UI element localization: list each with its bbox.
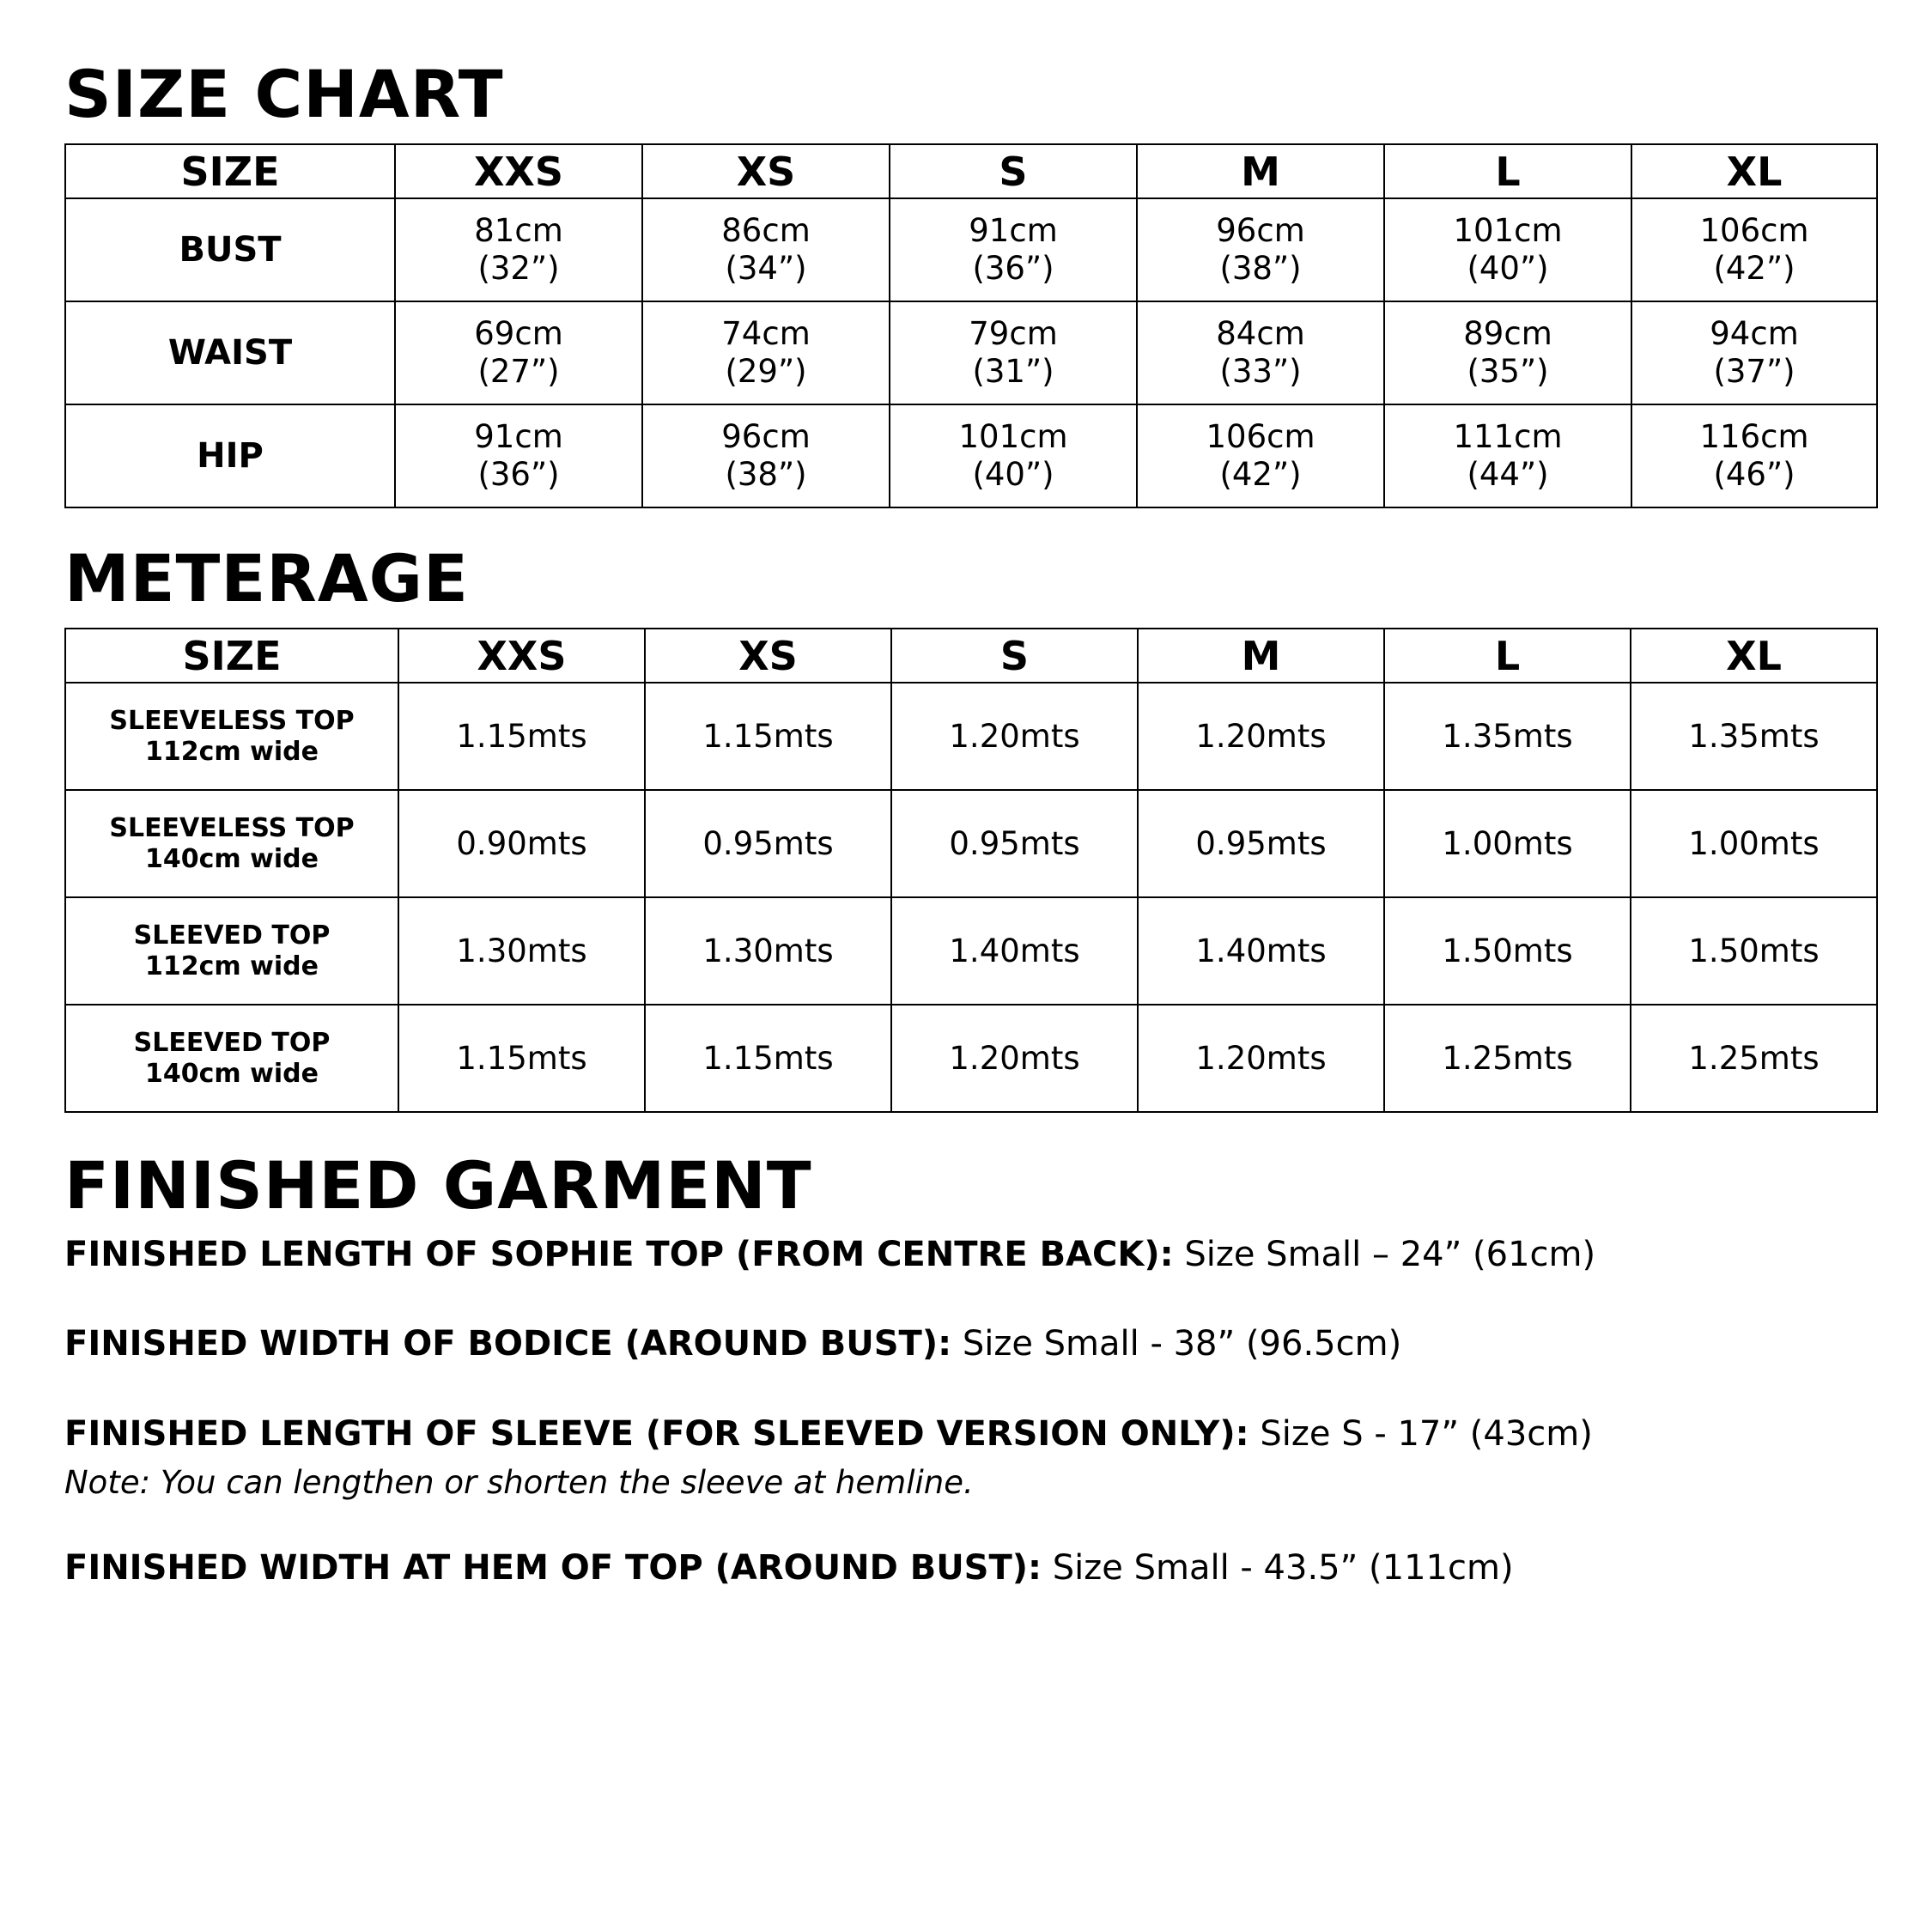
meterage-cell: 1.50mts [1384,897,1631,1005]
meterage-cell: 1.35mts [1384,683,1631,790]
meterage-cell: 1.50mts [1631,897,1877,1005]
meterage-cell: 1.15mts [645,1005,891,1112]
measurement-value: Size Small - 43.5” (111cm) [1042,1548,1514,1588]
meterage-cell: 1.30mts [645,897,891,1005]
table-row [65,301,1877,404]
header-cell: XS [642,144,890,198]
header-cell: M [1137,144,1384,198]
cm-value: 96cm [1216,212,1305,249]
measurement-cell [1631,198,1877,301]
sleeve-note: Note: You can lengthen or shorten the sleeve at hemline. [64,1464,974,1501]
inch-value: (38”) [725,456,807,493]
inch-value: (36”) [972,250,1054,287]
inch-value: (32”) [477,250,560,287]
inch-value: (27”) [477,353,560,390]
header-cell: XS [645,629,891,683]
meterage-header-row [65,629,1877,683]
header-cell: XXS [395,144,642,198]
inch-value: (35”) [1467,353,1549,390]
measurement-cell [642,301,890,404]
measurement-label: FINISHED LENGTH OF SLEEVE (FOR SLEEVED VERSION ONLY): [64,1414,1249,1454]
fabric-width: 112cm wide [145,736,319,767]
cm-value: 106cm [1699,212,1809,249]
measurement-cell [1631,404,1877,507]
measurement-cell [395,198,642,301]
cm-value: 116cm [1699,418,1809,455]
measurement-cell [1384,301,1631,404]
header-cell: SIZE [65,144,395,198]
finished-bodice-width-line [64,1324,1401,1364]
meterage-cell: 1.20mts [1138,683,1384,790]
meterage-cell: 1.00mts [1384,790,1631,897]
size-chart-title: SIZE CHART [64,56,504,132]
size-chart-table [64,143,1878,508]
meterage-cell: 0.95mts [1138,790,1384,897]
garment-type: SLEEVED TOP [133,1027,331,1058]
inch-value: (44”) [1467,456,1549,493]
measurement-value: Size Small - 38” (96.5cm) [951,1324,1402,1364]
row-label: BUST [65,198,395,301]
row-label: HIP [65,404,395,507]
meterage-cell: 1.00mts [1631,790,1877,897]
meterage-cell: 1.20mts [891,1005,1138,1112]
measurement-cell [1384,404,1631,507]
meterage-cell: 1.15mts [645,683,891,790]
measurement-value: Size S - 17” (43cm) [1249,1414,1593,1454]
garment-type: SLEEVELESS TOP [109,812,355,843]
fabric-width: 112cm wide [145,951,319,981]
row-label [65,897,398,1005]
finished-length-line [64,1235,1595,1274]
meterage-cell: 1.15mts [398,683,645,790]
cm-value: 101cm [1453,212,1563,249]
table-row [65,1005,1877,1112]
cm-value: 69cm [474,315,563,352]
meterage-cell: 1.40mts [1138,897,1384,1005]
measurement-cell [890,198,1137,301]
fabric-width: 140cm wide [145,843,319,874]
table-row [65,897,1877,1005]
meterage-cell: 1.15mts [398,1005,645,1112]
measurement-cell [1137,198,1384,301]
inch-value: (46”) [1713,456,1795,493]
inch-value: (31”) [972,353,1054,390]
meterage-cell: 0.95mts [891,790,1138,897]
cm-value: 101cm [958,418,1068,455]
meterage-cell: 1.25mts [1384,1005,1631,1112]
inch-value: (42”) [1713,250,1795,287]
table-row [65,198,1877,301]
measurement-cell [642,404,890,507]
row-label [65,1005,398,1112]
cm-value: 86cm [721,212,811,249]
measurement-cell [1137,301,1384,404]
fabric-width: 140cm wide [145,1058,319,1089]
measurement-value: Size Small – 24” (61cm) [1173,1235,1596,1274]
cm-value: 94cm [1710,315,1799,352]
meterage-cell: 1.25mts [1631,1005,1877,1112]
header-cell: M [1138,629,1384,683]
inch-value: (37”) [1713,353,1795,390]
meterage-cell: 0.95mts [645,790,891,897]
finished-hem-width-line [64,1548,1514,1588]
header-cell: S [891,629,1138,683]
cm-value: 84cm [1216,315,1305,352]
inch-value: (29”) [725,353,807,390]
garment-type: SLEEVED TOP [133,920,331,951]
meterage-cell: 1.20mts [891,683,1138,790]
header-cell: XXS [398,629,645,683]
header-cell: S [890,144,1137,198]
cm-value: 91cm [474,418,563,455]
inch-value: (38”) [1219,250,1302,287]
meterage-cell: 0.90mts [398,790,645,897]
measurement-cell [395,404,642,507]
measurement-cell [642,198,890,301]
table-row [65,683,1877,790]
header-cell: L [1384,629,1631,683]
cm-value: 106cm [1206,418,1315,455]
inch-value: (36”) [477,456,560,493]
finished-garment-title: FINISHED GARMENT [64,1147,812,1224]
inch-value: (33”) [1219,353,1302,390]
cm-value: 91cm [969,212,1058,249]
row-label [65,790,398,897]
inch-value: (34”) [725,250,807,287]
cm-value: 111cm [1453,418,1563,455]
cm-value: 89cm [1463,315,1552,352]
table-row [65,790,1877,897]
garment-type: SLEEVELESS TOP [109,705,355,736]
meterage-cell: 1.30mts [398,897,645,1005]
cm-value: 79cm [969,315,1058,352]
header-cell: L [1384,144,1631,198]
header-cell: SIZE [65,629,398,683]
measurement-cell [1137,404,1384,507]
measurement-cell [890,404,1137,507]
cm-value: 96cm [721,418,811,455]
size-chart-header-row [65,144,1877,198]
header-cell: XL [1631,144,1877,198]
measurement-cell [1631,301,1877,404]
table-row [65,404,1877,507]
header-cell: XL [1631,629,1877,683]
row-label: WAIST [65,301,395,404]
inch-value: (40”) [1467,250,1549,287]
inch-value: (40”) [972,456,1054,493]
row-label [65,683,398,790]
measurement-label: FINISHED WIDTH OF BODICE (AROUND BUST): [64,1324,952,1364]
measurement-cell [890,301,1137,404]
meterage-cell: 1.20mts [1138,1005,1384,1112]
measurement-cell [1384,198,1631,301]
meterage-title: METERAGE [64,540,469,617]
meterage-cell: 1.40mts [891,897,1138,1005]
measurement-cell [395,301,642,404]
cm-value: 81cm [474,212,563,249]
meterage-table [64,628,1878,1113]
measurement-label: FINISHED LENGTH OF SOPHIE TOP (FROM CENTRE BACK): [64,1235,1174,1274]
finished-sleeve-length-line [64,1414,1593,1454]
meterage-cell: 1.35mts [1631,683,1877,790]
measurement-label: FINISHED WIDTH AT HEM OF TOP (AROUND BUST): [64,1548,1042,1588]
cm-value: 74cm [721,315,811,352]
inch-value: (42”) [1219,456,1302,493]
